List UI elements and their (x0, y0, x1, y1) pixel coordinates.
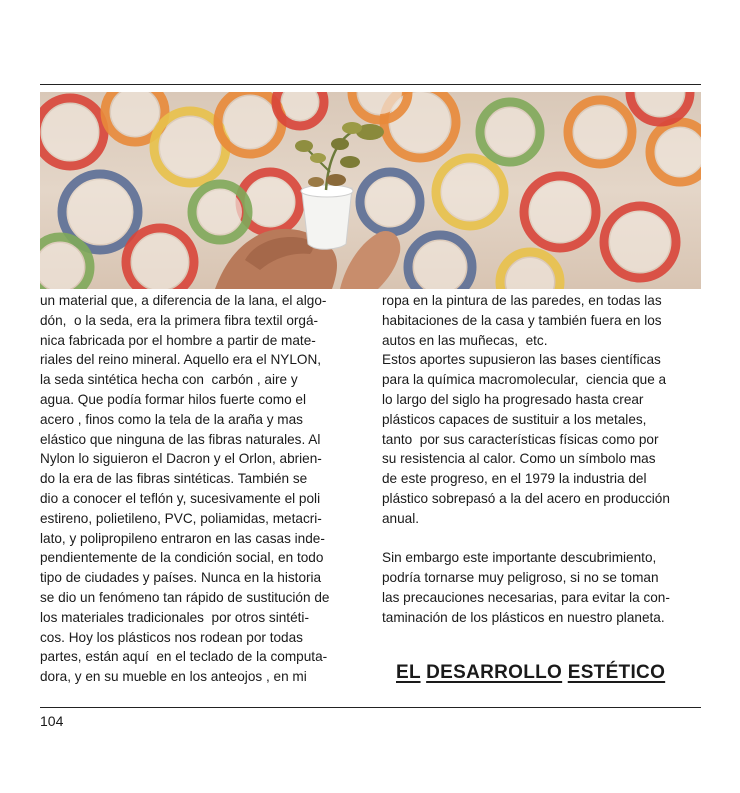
text-line: tipo de ciudades y países. Nunca en la historia (40, 570, 322, 586)
text-line: agua. Que podía formar hilos fuerte como el (40, 391, 306, 407)
text-line: lato, y polipropileno entraron en las casas inde- (40, 530, 325, 546)
text-line: habitaciones de la casa y también fuera en los (382, 312, 662, 328)
text-line: las precauciones necesarias, para evitar la con- (382, 589, 670, 605)
text-line: Nylon lo siguieron el Dacron y el Orlon, abrien- (40, 451, 322, 467)
text-line: la seda sintética hecha con carbón , aire y (40, 372, 298, 388)
text-line: dón, o la seda, era la primera fibra textil orgá- (40, 312, 319, 328)
text-line: los materiales tradicionales por otros sintéti- (40, 609, 309, 625)
paragraph-gap (382, 529, 702, 549)
text-line: ropa en la pintura de las paredes, en todas las (382, 293, 662, 308)
text-line: acero , finos como la tela de la araña y mas (40, 411, 303, 427)
text-line: Sin embargo este importante descubrimiento, (382, 550, 657, 566)
text-line: estireno, polietileno, PVC, poliamidas, metacri- (40, 510, 322, 526)
text-line: cos. Hoy los plásticos nos rodean por todas (40, 629, 303, 645)
text-line: plásticos capaces de sustituir a los metales, (382, 411, 647, 427)
section-heading (396, 662, 665, 684)
text-line: autos en las muñecas, etc. (382, 332, 548, 348)
text-line: un material que, a diferencia de la lana, el algo- (40, 293, 327, 308)
text-line: pendientemente de la condición social, en todo (40, 550, 324, 566)
text-line: su resistencia al calor. Como un símbolo mas (382, 451, 656, 467)
heading-word: ESTÉTICO (567, 662, 666, 683)
illustration-photo (40, 92, 701, 289)
text-line: do la era de las fibras sintéticas. También se (40, 471, 308, 487)
text-line: taminación de los plásticos en nuestro planeta. (382, 609, 665, 625)
text-line: partes, están aquí en el teclado de la computa- (40, 649, 328, 665)
top-rule (40, 84, 701, 85)
text-line: elástico que ninguna de las fibras naturales. Al (40, 431, 321, 447)
text-line: para la química macromolecular, ciencia que a (382, 372, 667, 388)
heading-word: DESARROLLO (426, 662, 563, 683)
text-line: Estos aportes supusieron las bases científicas (382, 352, 661, 368)
right-text-column (382, 291, 702, 628)
text-line: nica fabricada por el hombre a partir de mate- (40, 332, 316, 348)
left-text-column (40, 291, 358, 687)
condom-rings-background (40, 92, 701, 289)
text-line: lo largo del siglo ha progresado hasta crear (382, 391, 644, 407)
text-line: plástico sobrepasó a la del acero en producción (382, 490, 670, 506)
text-line: anual. (382, 510, 420, 526)
text-line: podría tornarse muy peligroso, si no se toman (382, 570, 659, 586)
bottom-rule (40, 707, 701, 708)
text-line: se dio un fenómeno tan rápido de sustitución de (40, 589, 330, 605)
text-line: de este progreso, en el 1979 la industria del (382, 471, 647, 487)
text-line: dora, y en su mueble en los anteojos , en mi (40, 669, 307, 685)
page-number: 104 (40, 713, 64, 729)
paragraph (382, 291, 702, 529)
paragraph (382, 548, 702, 627)
text-line: riales del reino mineral. Aquello era el NYLON, (40, 352, 322, 368)
heading-word: EL (396, 662, 421, 683)
text-line: tanto por sus características físicas como por (382, 431, 659, 447)
text-line: dio a conocer el teflón y, sucesivamente el poli (40, 490, 321, 506)
